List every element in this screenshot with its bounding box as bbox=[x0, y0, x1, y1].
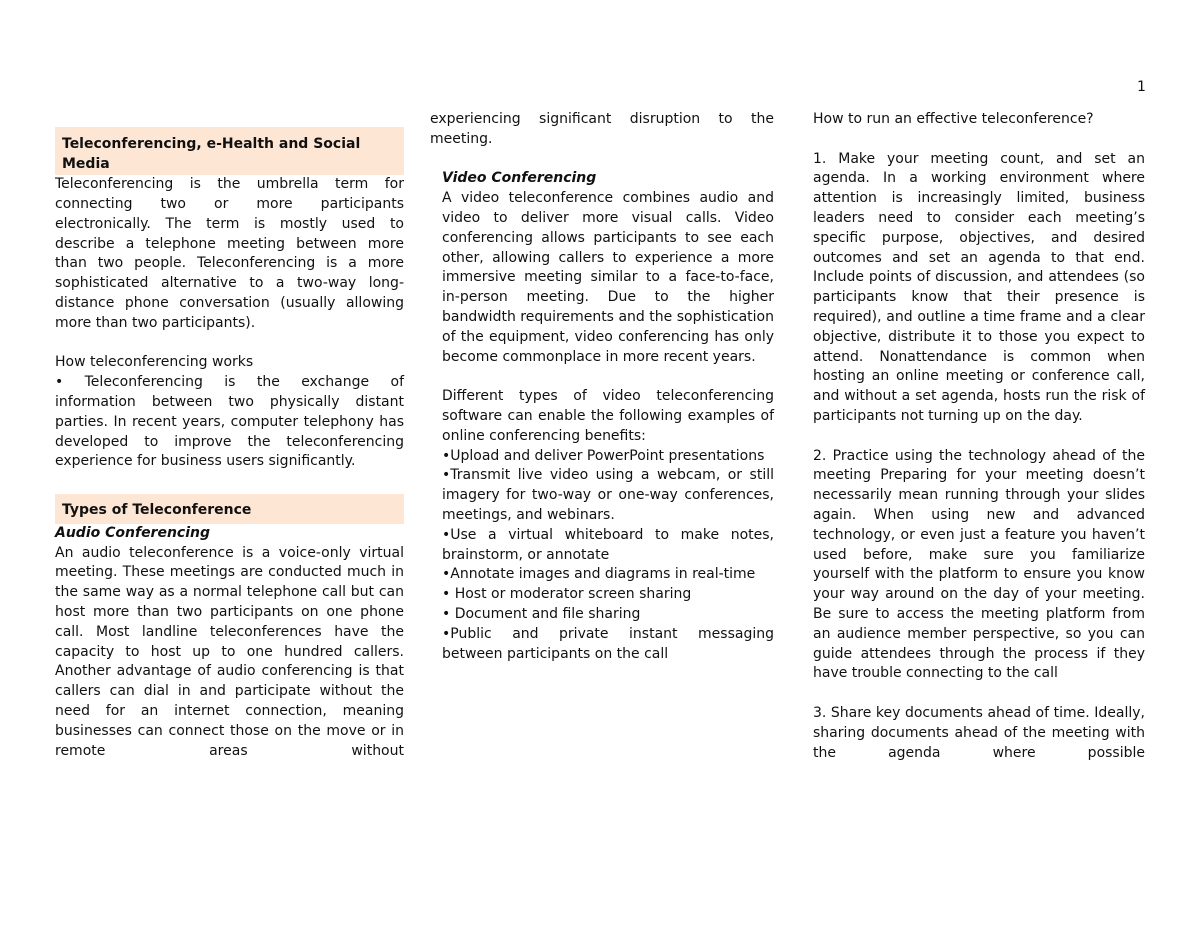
bullet-item: • Host or moderator screen sharing bbox=[442, 586, 692, 603]
bullet-item: •Annotate images and diagrams in real-time bbox=[442, 566, 756, 583]
page-number: 1 bbox=[1137, 79, 1146, 95]
section-heading-teleconferencing: Teleconferencing, e-Health and Social Media bbox=[55, 127, 404, 175]
bullet-item: •Transmit live video using a webcam, or still imagery for two-way or one-way conferences, meetings, and webinars. bbox=[442, 467, 774, 523]
bullet-item: •Public and private instant messaging between participants on the call bbox=[442, 625, 774, 662]
continued-text: experiencing significant disruption to the meeting. bbox=[430, 111, 774, 147]
audio-conferencing-title: Audio Conferencing bbox=[55, 524, 211, 541]
section-heading-types: Types of Teleconference bbox=[55, 494, 404, 524]
column-middle bbox=[430, 110, 774, 664]
column-right bbox=[813, 110, 1145, 763]
bullet-item: • Document and file sharing bbox=[442, 605, 641, 622]
software-types-intro: Different types of video teleconferencing software can enable the following examples of online conferencing benefits: bbox=[442, 388, 774, 444]
bullet-item: •Upload and deliver PowerPoint presentations bbox=[442, 447, 765, 464]
how-it-works-body: • Teleconferencing is the exchange of information between two physically distant parties. In recent years, computer telephony has developed to improve the teleconferencing experience for business users significantly. bbox=[55, 374, 404, 470]
tip-item: 3. Share key documents ahead of time. Ideally, sharing documents ahead of the meeting with the agenda where possible bbox=[813, 704, 1145, 761]
how-it-works-title: How teleconferencing works bbox=[55, 354, 254, 371]
video-conferencing-title: Video Conferencing bbox=[442, 170, 597, 187]
audio-conferencing-body: An audio teleconference is a voice-only virtual meeting. These meetings are conducted much in the same way as a normal telephone call but can host more than two participants on one phone call. Most landline teleconferences have the capacity to host up to one hundred callers. Another advantage of audio conferencing is that callers can dial in and participate without the need for an internet connection, meaning businesses can connect those on the move or in remote areas without bbox=[55, 544, 404, 759]
video-conferencing-body: A video teleconference combines audio and video to deliver more visual calls. Video conferencing allows participants to see each other, allowing callers to experience a more immersive meeting similar to a face-to-face, in-person meeting. Due to the higher bandwidth requirements and the sophistication of the equipment, video conferencing has only become commonplace in more recent years. bbox=[442, 190, 774, 365]
tip-item: 1. Make your meeting count, and set an agenda. In a working environment where attention is increasingly limited, business leaders need to consider each meeting’s specific purpose, objectives, and desired outcomes and set an agenda to that end. Include points of discussion, and attendees (so participants know that their presence is required), and outline a time frame and a clear objective, distribute it to those you expect to attend. Nonattendance is common when hosting an online meeting or conference call, and without a set agenda, hosts run the risk of participants not turning up on the day. bbox=[813, 150, 1145, 424]
tip-item: 2. Practice using the technology ahead of the meeting Preparing for your meeting doesn’t necessarily mean running through your slides again. When using new and advanced technology, or even just a feature you haven’t used before, make sure you familiarize yourself with the platform to ensure you know your way around on the day of your meeting. Be sure to access the meeting platform from an audience member perspective, so you can guide attendees through the process if they have trouble connecting to the call bbox=[813, 447, 1145, 682]
bullet-item: •Use a virtual whiteboard to make notes, brainstorm, or annotate bbox=[442, 526, 774, 563]
intro-paragraph: Teleconferencing is the umbrella term for connecting two or more participants electronically. The term is mostly used to describe a telephone meeting between more than two people. Teleconferencing is a more sophisticated alternative to a two-way long-distance phone conversation (usually allowing more than two participants). bbox=[55, 176, 404, 331]
column-left bbox=[55, 110, 404, 761]
effective-teleconference-question: How to run an effective teleconference? bbox=[813, 111, 1094, 127]
